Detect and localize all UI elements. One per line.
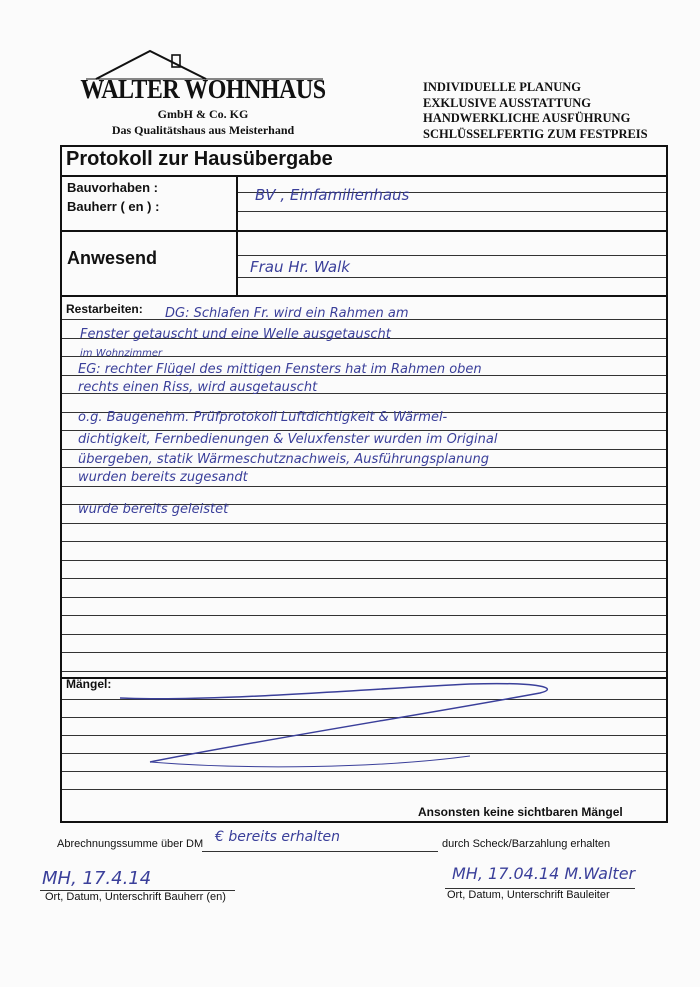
anwesend-value: Frau Hr. Walk — [250, 258, 350, 276]
form-title: Protokoll zur Hausübergabe — [66, 148, 333, 170]
maengel-label: Mängel: — [66, 677, 112, 691]
anwesend-label: Anwesend — [67, 248, 158, 268]
restarbeiten-label: Restarbeiten: — [66, 302, 143, 316]
bauleiter-sign-label: Ort, Datum, Unterschrift Bauleiter — [447, 889, 610, 901]
restarbeiten-line: dichtigkeit, Fernbedienungen & Veluxfenster wurden im Original — [78, 432, 498, 447]
restarbeiten-line: DG: Schlafen Fr. wird ein Rahmen am — [165, 306, 409, 321]
maengel-footer: Ansonsten keine sichtbaren Mängel — [418, 805, 623, 819]
restarbeiten-line: o.g. Baugenehm. Prüfprotokoll Luftdichtigkeit & Wärmel- — [78, 410, 448, 425]
bauherr-label: Bauherr ( en ) : — [67, 199, 160, 214]
scheck-label: durch Scheck/Barzahlung erhalten — [442, 838, 611, 850]
bauherr-signature: MH, 17.4.14 — [42, 868, 152, 889]
abrechnung-value: € bereits erhalten — [215, 829, 341, 845]
company-legal: GmbH & Co. KG — [157, 107, 249, 121]
restarbeiten-line: im Wohnzimmer — [80, 348, 163, 359]
restarbeiten-line: übergeben, statik Wärmeschutznachweis, Ausführungsplanung — [78, 452, 489, 467]
restarbeiten-line: wurden bereits zugesandt — [78, 470, 248, 485]
company-slogan: Das Qualitätshaus aus Meisterhand — [111, 123, 295, 137]
company-name: WALTER WOHNHAUS — [80, 74, 326, 105]
bauleiter-signature: MH, 17.04.14 M.Walter — [452, 864, 636, 883]
bauvorhaben-label: Bauvorhaben : — [67, 180, 159, 195]
abrechnung-label: Abrechnungssumme über DM — [57, 838, 204, 850]
bauvorhaben-value: BV , Einfamilienhaus — [255, 186, 410, 204]
restarbeiten-line: EG: rechter Flügel des mittigen Fensters hat im Rahmen oben — [78, 362, 482, 377]
restarbeiten-line: Fenster getauscht und eine Welle ausgetauscht — [80, 327, 391, 342]
feature-item: SCHLÜSSELFERTIG ZUM FESTPREIS — [423, 126, 648, 141]
restarbeiten-line: rechts einen Riss, wird ausgetauscht — [78, 380, 318, 395]
feature-item: INDIVIDUELLE PLANUNG — [423, 80, 582, 94]
feature-item: HANDWERKLICHE AUSFÜHRUNG — [423, 111, 631, 125]
restarbeiten-line: wurde bereits geleistet — [78, 502, 229, 517]
feature-item: EXKLUSIVE AUSSTATTUNG — [423, 95, 591, 110]
bauherr-sign-label: Ort, Datum, Unterschrift Bauherr (en) — [45, 891, 226, 903]
